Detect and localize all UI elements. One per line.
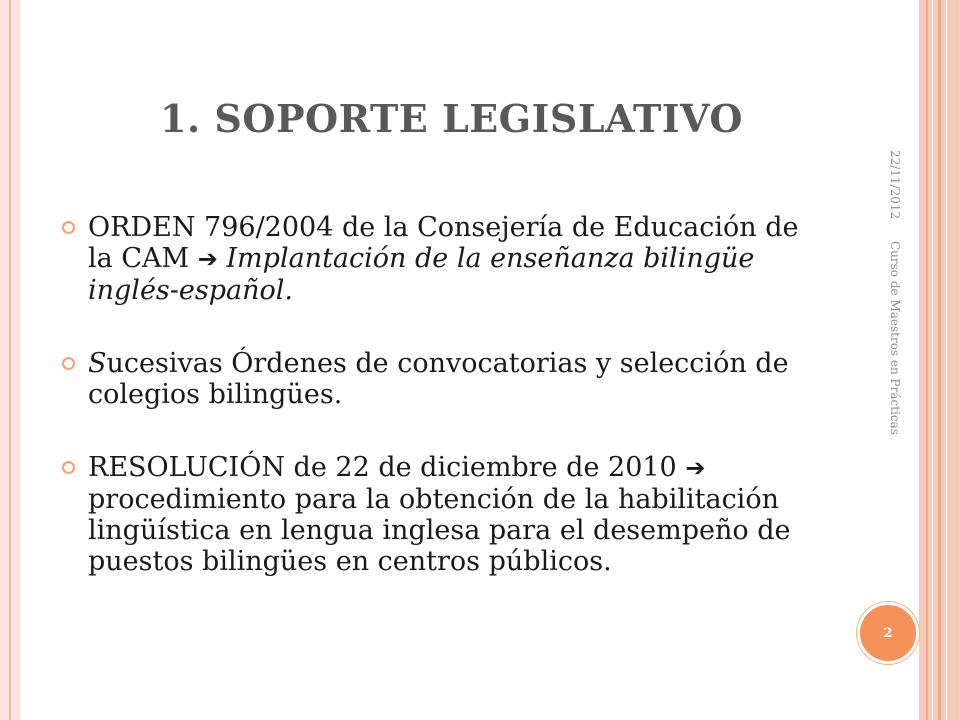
side-footer: [888, 150, 902, 480]
bullet-text-continued: procedimiento para la obtención de la habilitación lingüística en lengua inglesa para el desempeño de puestos bilingües en centros públicos.: [88, 484, 791, 577]
slide-title: 1. SOPORTE LEGISLATIVO: [160, 96, 743, 141]
bullet-circle-icon: [62, 357, 75, 370]
bullet-initial: S: [88, 348, 107, 379]
bullet-item: [62, 212, 822, 306]
right-frame-decoration: [919, 0, 960, 720]
frame-stripe: [938, 0, 941, 720]
bullet-text: RESOLUCIÓN de 22 de diciembre de 2010: [88, 452, 686, 483]
slide-date: 22/11/2012: [888, 150, 902, 220]
bullet-text: ORDEN 796/2004 de la Consejería de Educación de la CAM: [88, 212, 799, 274]
frame-stripe: [946, 0, 947, 720]
frame-stripe: [932, 0, 933, 720]
footer-text: Curso de Maestros en Prácticas: [888, 241, 902, 435]
bullet-emphasis: Implantación de la enseñanza bilingüe inglés-español.: [88, 243, 755, 306]
bullet-circle-icon: [62, 461, 75, 474]
bullet-text: ucesivas Órdenes de convocatorias y selección de colegios bilingües.: [88, 348, 789, 410]
left-frame-decoration: [0, 0, 20, 720]
bullet-circle-icon: [62, 221, 75, 234]
frame-stripe: [926, 0, 928, 720]
arrow-right-icon: ➔: [685, 454, 706, 482]
bullet-list: [62, 212, 822, 577]
bullet-item: [62, 348, 822, 410]
page-number-badge: 2: [857, 602, 919, 664]
arrow-right-icon: ➔: [197, 245, 218, 273]
bullet-item: [62, 452, 822, 577]
